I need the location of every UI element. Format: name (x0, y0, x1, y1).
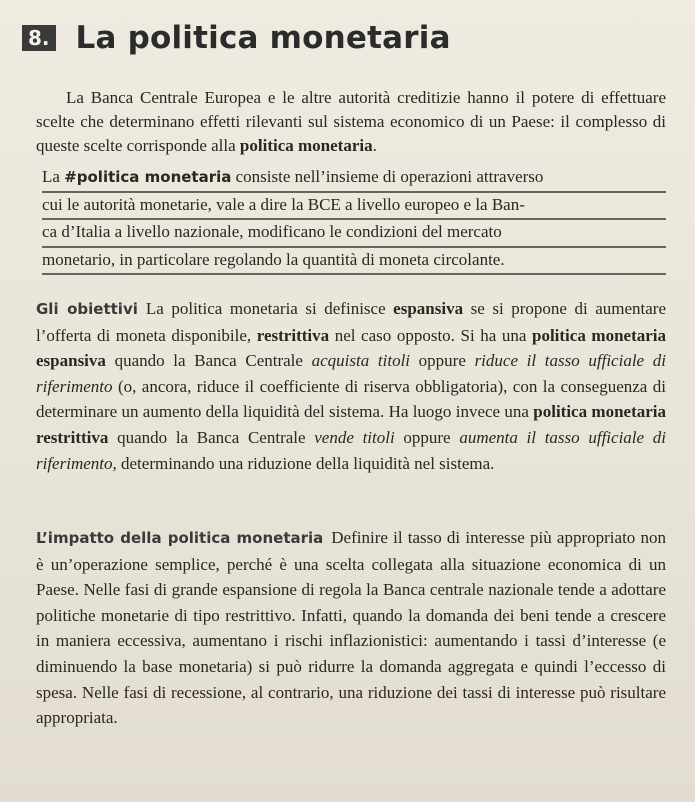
obj-i4: aumenta il tasso ufficiale di riferimento (36, 427, 666, 473)
obj-t7: quando la Banca Centrale (108, 427, 315, 447)
obj-t6: (o, ancora, riduce il coefficiente di riserva obbligatoria), con la conseguenza di determinare un aumento della liquidità del sistema. Ha luogo invece una (36, 376, 666, 422)
intro-paragraph (36, 86, 666, 158)
definition-line-2: cui le autorità monetarie, vale a dire la BCE a livello europeo e la Ban- (42, 193, 666, 221)
definition-line-1 (42, 165, 666, 193)
obj-t4: quando la Banca Centrale (105, 351, 312, 371)
obj-i2: riduce il tasso ufficiale di riferimento (36, 351, 666, 396)
definition-prefix: La (42, 167, 65, 186)
obj-b1: espansiva (393, 299, 464, 318)
impact-text: Definire il tasso di interesse più appropriato non è un’operazione semplice, perché è una scelta collegata alla situazione economica di un Paese. Nelle fasi di grande espansione di regola la Banca centrale nazionale tende a adottare politiche monetarie di tipo restrittivo. Infatti, quando la domanda dei beni tende a crescere in maniera eccessiva, aumentano i rischi inflazionistici: aumentando i tassi d’interesse (e diminuendo la base monetaria) si può ridurre la domanda aggregata e quindi l’eccesso di spesa. Nelle fasi di recessione, al contrario, una riduzione dei tassi di interesse può risultare appropriata. (36, 528, 666, 728)
page-title: La politica monetaria (75, 20, 451, 56)
obj-t5: oppure (410, 351, 475, 371)
obj-t9: , determinando una riduzione della liquidità nel sistema. (112, 453, 495, 473)
obj-t1: La politica monetaria si definisce (145, 299, 394, 318)
impact-heading: L’impatto della politica monetaria (36, 529, 324, 547)
definition-line-3: ca d’Italia a livello nazionale, modificano le condizioni del mercato (42, 220, 666, 248)
intro-bold-term: politica monetaria (239, 136, 373, 155)
obj-i1: acquista titoli (311, 351, 411, 371)
intro-text-1: La Banca Centrale Europea e le altre autorità creditizie hanno il potere di effettuare scelte che determinano effetti rilevanti sul sistema economico di un Paese: il complesso di queste scelte corrisponde alla (36, 88, 666, 155)
obj-t8: oppure (394, 427, 460, 447)
objectives-paragraph (36, 296, 666, 476)
impact-paragraph (36, 525, 666, 731)
section-number: 8. (22, 25, 56, 51)
obj-t2: se si propone di aumentare l’offerta di moneta disponibile, (36, 299, 667, 345)
definition-box (42, 165, 666, 275)
obj-i3: vende titoli (314, 427, 395, 447)
obj-b4: politica monetaria restrittiva (36, 402, 666, 447)
definition-term: #politica monetaria (64, 168, 232, 186)
section-header (22, 20, 451, 56)
objectives-heading: Gli obiettivi (36, 300, 138, 318)
obj-t3: nel caso opposto. Si ha una (329, 325, 532, 345)
definition-line-1-text: consiste nell’insieme di operazioni attraverso (231, 167, 544, 186)
definition-line-4: monetario, in particolare regolando la quantità di moneta circolante. (42, 248, 666, 276)
intro-text-2: . (372, 136, 377, 155)
obj-b2: restrittiva (256, 325, 330, 345)
obj-b3: politica monetaria espansiva (36, 325, 666, 371)
